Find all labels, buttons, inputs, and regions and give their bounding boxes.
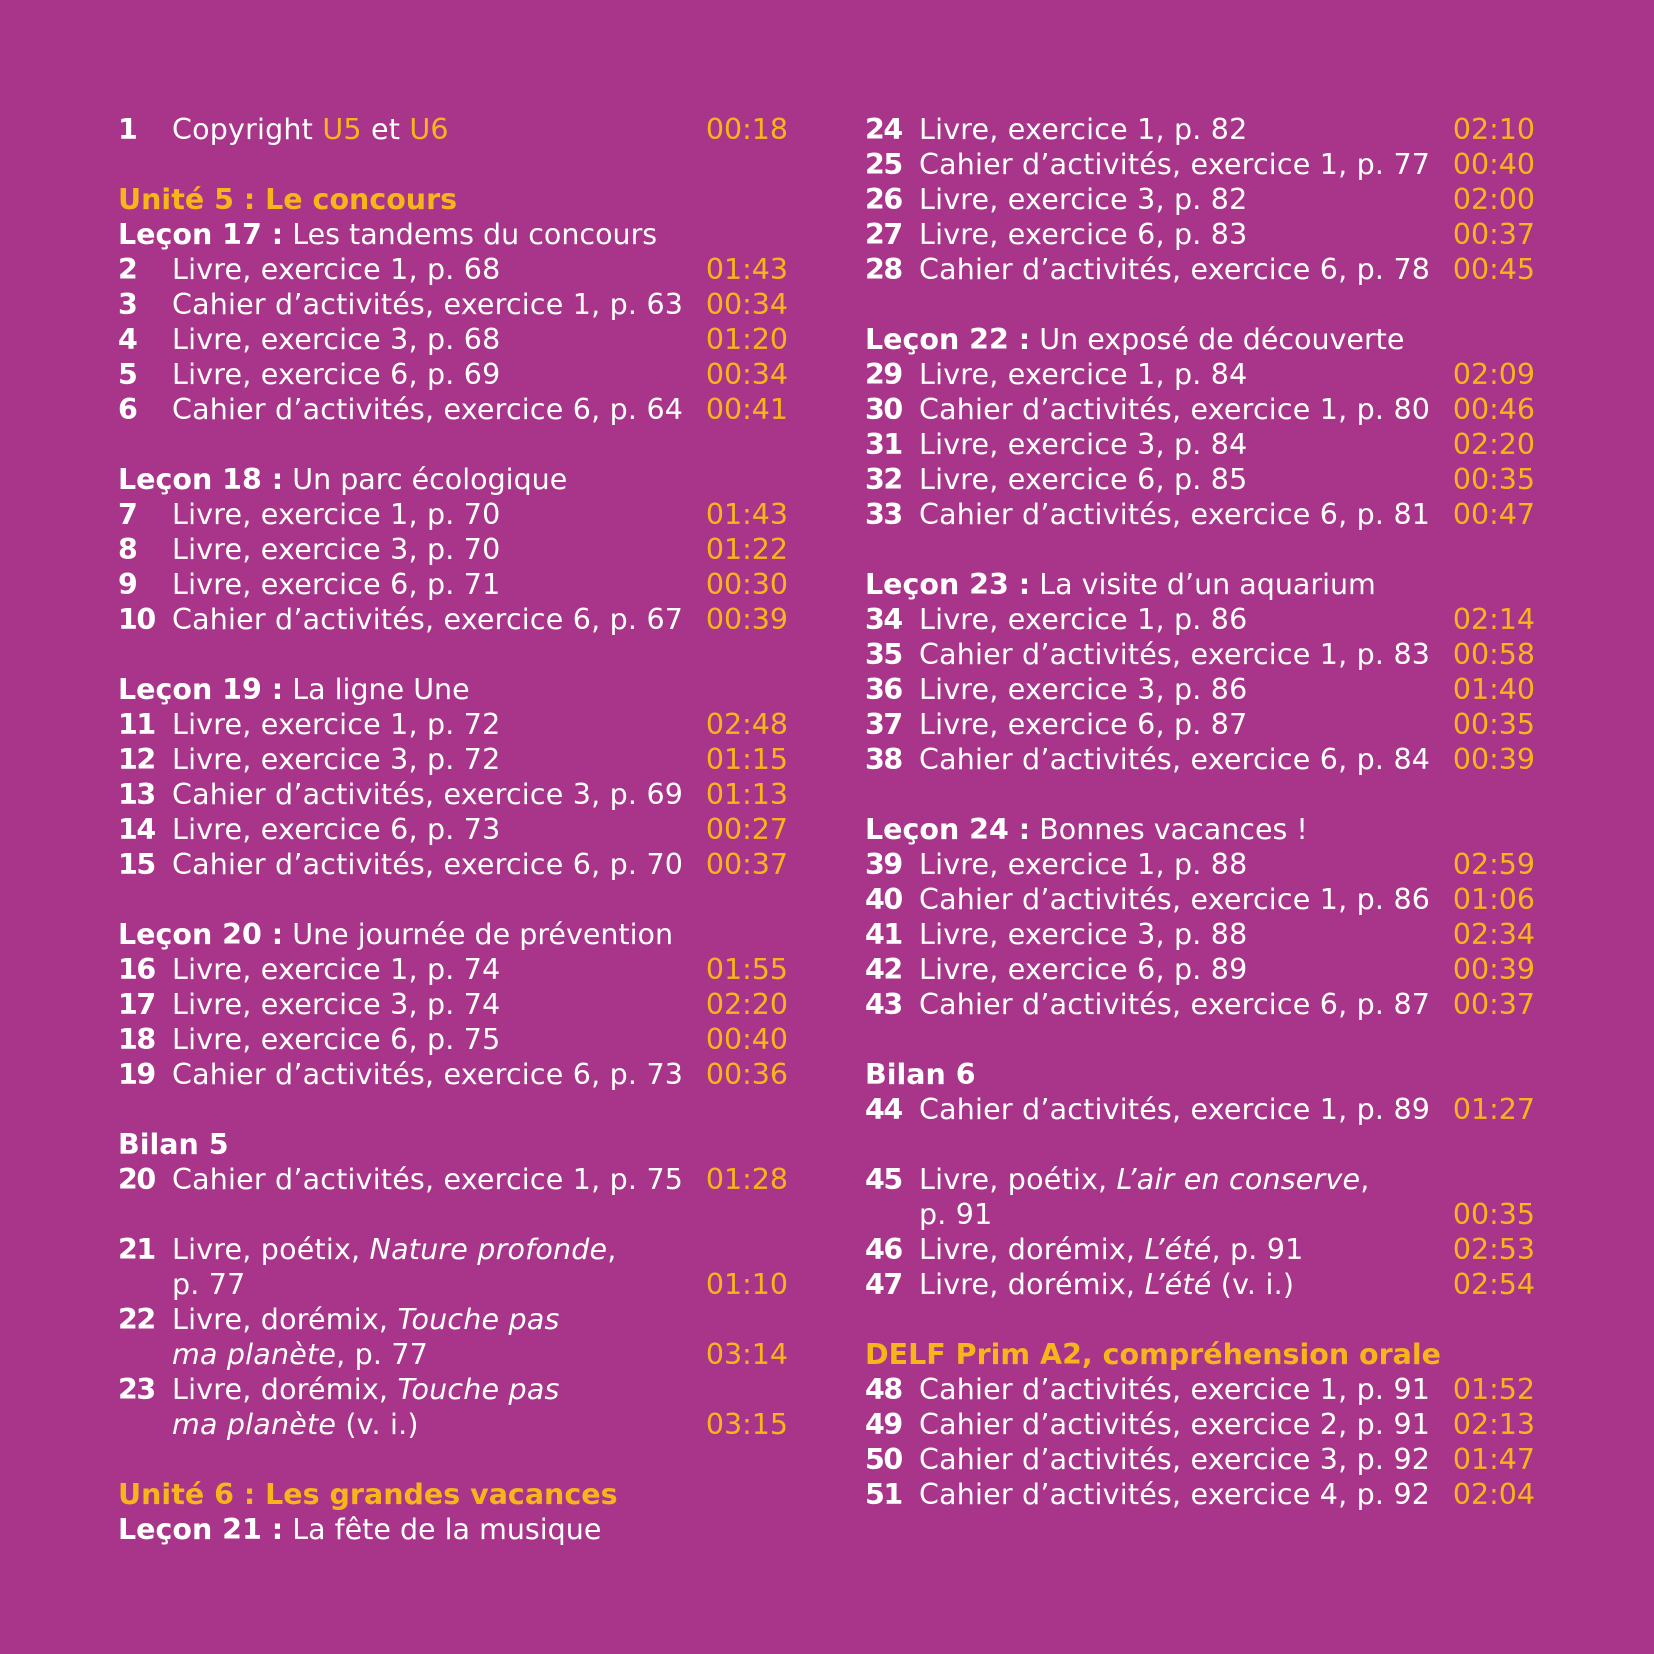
track-number: 33 [865, 498, 902, 531]
track-title: Cahier d’activités, exercice 3, p. 92 [919, 1443, 1431, 1476]
lesson-heading: Leçon 19 : La ligne Une [118, 673, 470, 706]
track-duration: 00:47 [1452, 498, 1535, 531]
track-duration: 01:15 [705, 743, 788, 776]
track-title: Livre, exercice 1, p. 68 [172, 253, 501, 286]
track-number: 48 [865, 1373, 902, 1406]
track-row [118, 707, 788, 742]
track-title: Cahier d’activités, exercice 6, p. 87 [919, 988, 1431, 1021]
track-row [865, 427, 1535, 462]
track-number: 24 [865, 113, 902, 146]
track-duration: 01:47 [1452, 1443, 1535, 1476]
track-row [865, 497, 1535, 532]
track-number: 17 [118, 988, 155, 1021]
track-duration: 01:06 [1452, 883, 1535, 916]
lesson-heading: Leçon 18 : Un parc écologique [118, 463, 568, 496]
track-row [865, 147, 1535, 182]
track-row [865, 1407, 1535, 1442]
track-duration: 02:20 [1452, 428, 1535, 461]
track-duration: 03:14 [705, 1338, 788, 1371]
track-duration: 00:39 [1452, 743, 1535, 776]
bilan-heading: Bilan 5 [118, 1128, 229, 1161]
track-title: Cahier d’activités, exercice 6, p. 70 [172, 848, 684, 881]
track-number: 35 [865, 638, 902, 671]
lesson-heading: Leçon 20 : Une journée de prévention [118, 918, 674, 951]
track-title: Livre, poétix, L’air en conserve, p. 91 [919, 1163, 1370, 1231]
track-number: 30 [865, 393, 902, 426]
track-row [118, 602, 788, 637]
track-title: Livre, exercice 1, p. 84 [919, 358, 1248, 391]
track-duration: 00:45 [1452, 253, 1535, 286]
track-number: 23 [118, 1373, 155, 1406]
track-title: Cahier d’activités, exercice 1, p. 63 [172, 288, 684, 321]
track-duration: 00:35 [1452, 1198, 1535, 1231]
track-title: Livre, exercice 6, p. 73 [172, 813, 501, 846]
track-row [865, 847, 1535, 882]
track-row [118, 847, 788, 882]
track-row [865, 217, 1535, 252]
track-title: Cahier d’activités, exercice 6, p. 67 [172, 603, 684, 636]
track-number: 21 [118, 1233, 155, 1266]
track-row [118, 1302, 788, 1372]
track-duration: 02:48 [705, 708, 788, 741]
track-number: 14 [118, 813, 155, 846]
track-title: Cahier d’activités, exercice 4, p. 92 [919, 1478, 1431, 1511]
track-duration: 00:18 [705, 113, 788, 146]
track-number: 11 [118, 708, 155, 741]
track-duration: 02:10 [1452, 113, 1535, 146]
track-list [118, 252, 788, 427]
track-duration: 00:40 [705, 1023, 788, 1056]
track-row [118, 777, 788, 812]
track-list [118, 707, 788, 882]
track-title: Cahier d’activités, exercice 6, p. 81 [919, 498, 1431, 531]
track-title: Cahier d’activités, exercice 1, p. 91 [919, 1373, 1431, 1406]
track-number: 38 [865, 743, 902, 776]
track-duration: 01:55 [705, 953, 788, 986]
track-row [865, 112, 1535, 147]
track-duration: 00:36 [705, 1058, 788, 1091]
track-title: Livre, exercice 3, p. 68 [172, 323, 501, 356]
track-list [865, 1372, 1535, 1512]
track-duration: 01:43 [705, 498, 788, 531]
track-row [865, 357, 1535, 392]
track-number: 3 [118, 288, 137, 321]
track-duration: 02:00 [1452, 183, 1535, 216]
track-number: 39 [865, 848, 902, 881]
track-title: Livre, exercice 1, p. 86 [919, 603, 1248, 636]
track-number: 22 [118, 1303, 155, 1336]
track-title: Livre, dorémix, L’été (v. i.) [919, 1268, 1295, 1301]
track-duration: 00:35 [1452, 463, 1535, 496]
track-title: Livre, exercice 6, p. 71 [172, 568, 501, 601]
track-title: Cahier d’activités, exercice 6, p. 73 [172, 1058, 684, 1091]
track-row [865, 252, 1535, 287]
track-number: 32 [865, 463, 902, 496]
track-duration: 00:34 [705, 288, 788, 321]
track-row [118, 1162, 788, 1197]
track-number: 4 [118, 323, 137, 356]
track-number: 26 [865, 183, 902, 216]
track-number: 51 [865, 1478, 902, 1511]
track-title: Livre, exercice 3, p. 74 [172, 988, 501, 1021]
track-title: Cahier d’activités, exercice 1, p. 86 [919, 883, 1431, 916]
unit-heading: Unité 6 : Les grandes vacances [118, 1478, 618, 1511]
track-number: 25 [865, 148, 902, 181]
track-title: Livre, exercice 3, p. 88 [919, 918, 1248, 951]
track-row [865, 602, 1535, 637]
track-row [118, 567, 788, 602]
track-title: Livre, exercice 1, p. 82 [919, 113, 1248, 146]
track-duration: 02:54 [1452, 1268, 1535, 1301]
track-duration: 01:22 [705, 533, 788, 566]
track-duration: 02:04 [1452, 1478, 1535, 1511]
right-column [865, 112, 1535, 1512]
track-row [865, 1232, 1535, 1267]
track-number: 2 [118, 253, 137, 286]
track-number: 20 [118, 1163, 155, 1196]
track-row [118, 952, 788, 987]
track-number: 40 [865, 883, 902, 916]
track-number: 42 [865, 953, 902, 986]
track-duration: 00:35 [1452, 708, 1535, 741]
track-list [865, 602, 1535, 777]
track-title: Livre, exercice 6, p. 89 [919, 953, 1248, 986]
track-duration: 01:28 [705, 1163, 788, 1196]
track-title: Cahier d’activités, exercice 1, p. 83 [919, 638, 1431, 671]
track-title: Cahier d’activités, exercice 1, p. 77 [919, 148, 1431, 181]
track-row [118, 532, 788, 567]
track-duration: 01:43 [705, 253, 788, 286]
track-number: 27 [865, 218, 902, 251]
track-duration: 00:39 [705, 603, 788, 636]
track-title: Copyright U5 et U6 [172, 113, 449, 146]
lesson-heading: Leçon 22 : Un exposé de découverte [865, 323, 1405, 356]
track-title: Livre, exercice 1, p. 70 [172, 498, 501, 531]
track-title: Livre, exercice 1, p. 72 [172, 708, 501, 741]
track-title: Livre, poétix, Nature profonde, p. 77 [172, 1233, 617, 1301]
track-title: Cahier d’activités, exercice 6, p. 78 [919, 253, 1431, 286]
track-duration: 00:37 [1452, 218, 1535, 251]
track-title: Cahier d’activités, exercice 6, p. 64 [172, 393, 684, 426]
track-list [118, 497, 788, 637]
track-duration: 03:15 [705, 1408, 788, 1441]
track-title: Livre, exercice 3, p. 70 [172, 533, 501, 566]
track-title: Livre, dorémix, Touche pas ma planète, p. 77 [172, 1303, 560, 1371]
track-title: Livre, exercice 1, p. 74 [172, 953, 501, 986]
track-title: Livre, exercice 3, p. 86 [919, 673, 1248, 706]
track-row [865, 1442, 1535, 1477]
track-row [118, 392, 788, 427]
bilan-heading: Bilan 6 [865, 1058, 976, 1091]
track-row [118, 112, 788, 147]
track-row [118, 357, 788, 392]
track-duration: 02:09 [1452, 358, 1535, 391]
track-title: Cahier d’activités, exercice 1, p. 80 [919, 393, 1431, 426]
section-heading: DELF Prim A2, compréhension orale [865, 1338, 1441, 1371]
track-number: 7 [118, 498, 137, 531]
track-number: 9 [118, 568, 137, 601]
track-title: Livre, exercice 6, p. 85 [919, 463, 1248, 496]
track-title: Cahier d’activités, exercice 6, p. 84 [919, 743, 1431, 776]
track-number: 43 [865, 988, 902, 1021]
track-row [865, 1372, 1535, 1407]
unit-heading: Unité 5 : Le concours [118, 183, 458, 216]
track-number: 49 [865, 1408, 902, 1441]
track-row [118, 987, 788, 1022]
track-number: 1 [118, 113, 137, 146]
track-title: Livre, exercice 6, p. 69 [172, 358, 501, 391]
track-duration: 01:13 [705, 778, 788, 811]
track-row [865, 462, 1535, 497]
track-title: Cahier d’activités, exercice 2, p. 91 [919, 1408, 1431, 1441]
track-duration: 02:53 [1452, 1233, 1535, 1266]
track-number: 29 [865, 358, 902, 391]
track-duration: 02:34 [1452, 918, 1535, 951]
lesson-heading: Leçon 21 : La fête de la musique [118, 1513, 602, 1546]
track-number: 46 [865, 1233, 902, 1266]
track-title: Cahier d’activités, exercice 1, p. 89 [919, 1093, 1431, 1126]
track-number: 5 [118, 358, 137, 391]
track-number: 50 [865, 1443, 902, 1476]
track-list [865, 112, 1535, 287]
track-list [865, 847, 1535, 1022]
track-duration: 00:58 [1452, 638, 1535, 671]
track-number: 13 [118, 778, 155, 811]
track-title: Livre, exercice 3, p. 82 [919, 183, 1248, 216]
track-duration: 00:34 [705, 358, 788, 391]
track-number: 8 [118, 533, 137, 566]
track-title: Livre, exercice 6, p. 75 [172, 1023, 501, 1056]
track-list [865, 357, 1535, 532]
track-duration: 00:40 [1452, 148, 1535, 181]
track-duration: 00:30 [705, 568, 788, 601]
track-row [865, 1267, 1535, 1302]
track-title: Livre, exercice 6, p. 83 [919, 218, 1248, 251]
lesson-heading: Leçon 17 : Les tandems du concours [118, 218, 658, 251]
track-row [865, 882, 1535, 917]
track-duration: 00:27 [705, 813, 788, 846]
track-row [118, 1057, 788, 1092]
track-title: Cahier d’activités, exercice 1, p. 75 [172, 1163, 684, 1196]
track-row [118, 252, 788, 287]
track-row [865, 742, 1535, 777]
track-title: Livre, dorémix, Touche pas ma planète (v. i.) [172, 1373, 560, 1441]
track-row [865, 182, 1535, 217]
track-duration: 02:20 [705, 988, 788, 1021]
track-duration: 00:41 [705, 393, 788, 426]
track-duration: 02:14 [1452, 603, 1535, 636]
track-row [865, 1477, 1535, 1512]
track-row [865, 952, 1535, 987]
track-title: Cahier d’activités, exercice 3, p. 69 [172, 778, 684, 811]
track-duration: 01:52 [1452, 1373, 1535, 1406]
track-number: 16 [118, 953, 155, 986]
track-row [118, 322, 788, 357]
track-row [865, 637, 1535, 672]
track-number: 19 [118, 1058, 155, 1091]
track-duration: 00:37 [1452, 988, 1535, 1021]
track-row [865, 392, 1535, 427]
track-row [118, 742, 788, 777]
track-duration: 00:39 [1452, 953, 1535, 986]
track-row [865, 672, 1535, 707]
track-row [865, 987, 1535, 1022]
track-number: 37 [865, 708, 902, 741]
track-duration: 01:27 [1452, 1093, 1535, 1126]
track-title: Livre, exercice 6, p. 87 [919, 708, 1248, 741]
track-row [118, 287, 788, 322]
track-number: 18 [118, 1023, 155, 1056]
lesson-heading: Leçon 23 : La visite d’un aquarium [865, 568, 1376, 601]
lesson-heading: Leçon 24 : Bonnes vacances ! [865, 813, 1308, 846]
track-title: Livre, dorémix, L’été, p. 91 [919, 1233, 1304, 1266]
track-row [118, 812, 788, 847]
track-row [865, 917, 1535, 952]
track-number: 45 [865, 1163, 902, 1196]
track-duration: 01:10 [705, 1268, 788, 1301]
track-duration: 02:59 [1452, 848, 1535, 881]
track-list [118, 952, 788, 1092]
track-number: 34 [865, 603, 902, 636]
left-column [118, 112, 788, 1547]
track-number: 41 [865, 918, 902, 951]
track-title: Livre, exercice 3, p. 72 [172, 743, 501, 776]
track-number: 28 [865, 253, 902, 286]
track-title: Livre, exercice 1, p. 88 [919, 848, 1248, 881]
track-row [118, 1232, 788, 1302]
track-row [865, 707, 1535, 742]
track-number: 12 [118, 743, 155, 776]
track-row [865, 1162, 1535, 1232]
track-number: 36 [865, 673, 902, 706]
track-row [118, 497, 788, 532]
track-number: 15 [118, 848, 155, 881]
track-number: 31 [865, 428, 902, 461]
track-duration: 00:37 [705, 848, 788, 881]
track-title: Livre, exercice 3, p. 84 [919, 428, 1248, 461]
track-number: 10 [118, 603, 155, 636]
track-duration: 01:40 [1452, 673, 1535, 706]
track-duration: 01:20 [705, 323, 788, 356]
track-number: 44 [865, 1093, 902, 1126]
track-number: 6 [118, 393, 137, 426]
track-duration: 00:46 [1452, 393, 1535, 426]
track-row [118, 1022, 788, 1057]
track-number: 47 [865, 1268, 902, 1301]
track-row [118, 1372, 788, 1442]
track-duration: 02:13 [1452, 1408, 1535, 1441]
track-row [865, 1092, 1535, 1127]
